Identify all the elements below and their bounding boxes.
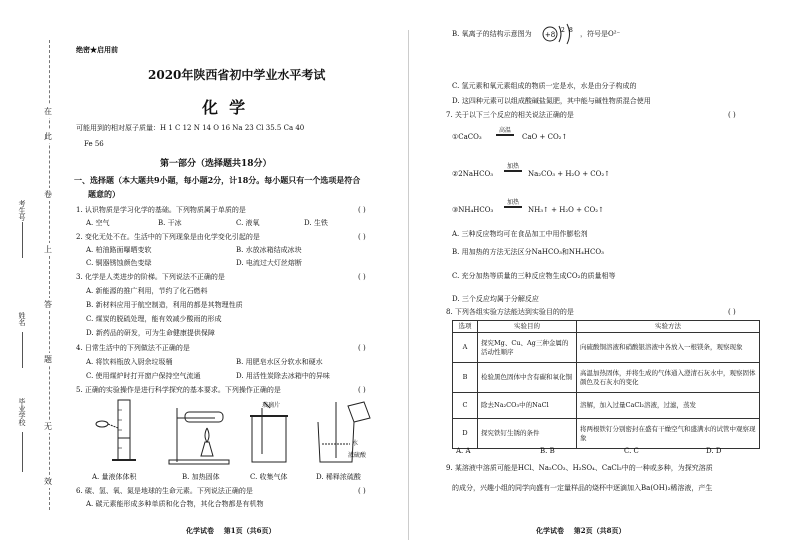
page-divider — [408, 30, 409, 540]
table-row — [453, 363, 760, 393]
question-2: 2. 变化无处不在。生活中的下列现象是由化学变化引起的是 — [76, 233, 260, 241]
option: B. B — [540, 447, 555, 455]
question-6: 6. 碳、氢、氧、氮是地球的生命元素。下列说法正确的是 — [76, 487, 253, 495]
question-8: 8. 下列各组实验方法能达到实验目的的是 — [446, 308, 574, 316]
experiment-table — [452, 320, 760, 449]
binding-char: 卷 — [44, 190, 52, 199]
question-1: 1. 认识物质是学习化学的基础。下列物质属于单质的是 — [76, 206, 246, 214]
field-label-exam-number: 考生号 — [18, 200, 26, 221]
option: A. 三种反应物均可在食品加工中用作膨松剂 — [452, 230, 588, 238]
option: A. 将饮料瓶放入厨余垃圾桶 — [86, 358, 173, 366]
table-cell-goal: 检验黑色固体中含有碳和氧化铜 — [478, 363, 577, 393]
page-footer: 化学试卷 第2页（共8页） — [536, 526, 626, 535]
table-cell-method: 溶解，加入过量CaCl₂溶液，过滤，蒸发 — [577, 393, 760, 419]
question-9: 9. 某溶液中溶质可能是HCl、Na₂CO₃、H₂SO₄、CaCl₂中的一种或多种，为探究溶质 — [446, 464, 713, 472]
option: B. 用加热的方法无法区分NaHCO₃和NH₄HCO₃ — [452, 248, 604, 256]
table-cell-id: A — [453, 333, 478, 363]
figure-dilute-acid — [308, 398, 380, 470]
table-row — [453, 333, 760, 363]
table-cell-goal: 探究Mg、Cu、Ag三种金属的活动性顺序 — [478, 333, 577, 363]
option: A. A — [456, 447, 471, 455]
figure-label-water: 水 — [352, 440, 359, 447]
ion-shell-1: 2 — [561, 27, 565, 34]
table-cell-method: 高温加热固体，并将生成的气体通入澄清石灰水中，观察固体颜色及石灰水的变化 — [577, 363, 760, 393]
table-row — [453, 393, 760, 419]
option: C. 使用煤炉时打开窗户保持空气流通 — [86, 372, 201, 380]
section-title: 一、选择题（本大题共9小题，每小题2分，计18分。每小题只有一个选项是符合 — [74, 175, 361, 185]
ion-shell-2: 8 — [569, 27, 573, 34]
part-title: 第一部分（选择题共18分） — [160, 159, 272, 169]
option: D. D — [706, 447, 722, 455]
option: D. 这四种元素可以组成酸碱盐氮肥，其中能与碱性物质混合使用 — [452, 97, 651, 105]
reaction-3-right: NH₃↑ + H₂O + CO₂↑ — [528, 206, 604, 214]
figure-heating-solid — [165, 398, 235, 470]
answer-paren: ( ) — [358, 206, 366, 214]
ion-nucleus: +8 — [544, 31, 556, 39]
binding-char: 无 — [44, 422, 52, 431]
reaction-2-condition: 加热 — [504, 161, 522, 172]
question-4: 4. 日常生活中的下列做法不正确的是 — [76, 344, 190, 352]
answer-paren: ( ) — [358, 273, 366, 281]
answer-paren: ( ) — [358, 233, 366, 241]
option: B. 加热固体 — [182, 473, 220, 481]
field-line — [22, 432, 23, 472]
field-line — [22, 222, 23, 258]
exam-title: 2020年陕西省初中学业水平考试 — [148, 68, 326, 82]
table-cell-id: B — [453, 363, 478, 393]
field-line — [22, 332, 23, 368]
ion-structure-diagram — [540, 22, 580, 46]
option: C. C — [624, 447, 639, 455]
option: D. 新药品的研发，可为生命健康提供保障 — [86, 329, 215, 337]
option: A. 新能源的推广利用，节约了化石燃料 — [86, 287, 208, 295]
reaction-3-left: ③NH₄HCO₃ — [452, 206, 494, 214]
answer-paren: ( ) — [728, 308, 736, 316]
question-7: 7. 关于以下三个反应的相关说法正确的是 — [446, 111, 574, 119]
option: A. 柏油路面曝晒变软 — [86, 246, 152, 254]
table-cell-id: C — [453, 393, 478, 419]
reaction-1-condition: 高温 — [496, 125, 514, 136]
table-cell-method: 将两根铁钉分别密封在盛有干燥空气和盛满水的试管中观察现象 — [577, 419, 760, 449]
reaction-3-condition: 加热 — [504, 197, 522, 208]
option: A. 量液体体积 — [92, 473, 137, 481]
table-header: 选项 — [453, 321, 478, 333]
option: B. 氧离子的结构示意图为 — [452, 30, 532, 38]
option: C. 铜器锈蚀颜色变绿 — [86, 259, 152, 267]
option: D. 稀释浓硫酸 — [316, 473, 361, 481]
reaction-2-left: ②2NaHCO₃ — [452, 170, 494, 178]
option: B. 干冰 — [158, 219, 182, 227]
atomic-mass-line: 可能用到的相对原子质量：H 1 C 12 N 14 O 16 Na 23 Cl 35.5 Ca 40 — [76, 124, 305, 132]
figure-measuring-cylinder — [88, 398, 158, 470]
answer-paren: ( ) — [358, 487, 366, 495]
option: B. 用肥皂水区分软水和硬水 — [236, 358, 323, 366]
binding-char: 效 — [44, 477, 52, 486]
table-row — [453, 419, 760, 449]
question-5: 5. 正确的实验操作是进行科学探究的基本要求。下列操作正确的是 — [76, 386, 281, 394]
reaction-1-right: CaO + CO₂↑ — [522, 133, 568, 141]
option: B. 水放冰箱结成冰块 — [236, 246, 302, 254]
option: C. 收集气体 — [250, 473, 288, 481]
table-cell-id: D — [453, 419, 478, 449]
reaction-2-right: Na₂CO₃ + H₂O + CO₂↑ — [528, 170, 611, 178]
field-label-name: 姓名 — [18, 312, 26, 326]
option: C. 液氧 — [236, 219, 260, 227]
answer-paren: ( ) — [358, 344, 366, 352]
binding-char: 题 — [44, 355, 52, 364]
option: A. 碳元素能形成多种单质和化合物，其化合物都是有机物 — [86, 500, 264, 508]
answer-paren: ( ) — [728, 111, 736, 119]
table-header: 实验方法 — [577, 321, 760, 333]
table-cell-method: 向硫酸铜溶液和硝酸银溶液中各放入一根镁条，观察现象 — [577, 333, 760, 363]
table-header: 实验目的 — [478, 321, 577, 333]
field-label-school: 毕业学校 — [18, 398, 26, 426]
option: D. 三个反应均属于分解反应 — [452, 295, 539, 303]
table-header-row — [453, 321, 760, 333]
option: A. 空气 — [86, 219, 110, 227]
reaction-1-left: ①CaCO₃ — [452, 133, 482, 141]
option: ，符号是O²⁻ — [580, 30, 621, 38]
atomic-mass-line: Fe 56 — [84, 140, 104, 148]
question-3: 3. 化学是人类进步的阶梯。下列说法不正确的是 — [76, 273, 225, 281]
page-footer: 化学试卷 第1页（共6页） — [186, 526, 276, 535]
option: C. 充分加热等质量的三种反应物生成CO₂的质量相等 — [452, 272, 616, 280]
binding-char: 上 — [44, 245, 52, 254]
table-cell-goal: 除去Na₂CO₃中的NaCl — [478, 393, 577, 419]
question-9-cont: 的成分，兴趣小组的同学向盛有一定量样品的烧杯中逐滴加入Ba(OH)₂稀溶液，产生 — [452, 484, 713, 492]
subject-title: 化 学 — [202, 98, 246, 117]
figure-label-acid: 浓硫酸 — [348, 452, 367, 459]
binding-char: 在 — [44, 107, 52, 116]
option: B. 新材料应用于航空制造，利用的都是其物理性质 — [86, 301, 243, 309]
table-cell-goal: 探究铁钉生锈的条件 — [478, 419, 577, 449]
option: D. 电流过大灯丝熔断 — [236, 259, 302, 267]
binding-char: 答 — [44, 300, 52, 309]
option: D. 用活性炭除去冰箱中的异味 — [236, 372, 330, 380]
section-title: 题意的） — [88, 189, 120, 199]
binding-char: 此 — [44, 132, 52, 141]
option: C. 煤炭的脱硫处理，能有效减少酸雨的形成 — [86, 315, 222, 323]
answer-paren: ( ) — [358, 386, 366, 394]
figure-label-glass-plate: 玻璃片 — [262, 402, 281, 409]
option: D. 生铁 — [304, 219, 328, 227]
secret-mark: 绝密★启用前 — [76, 45, 118, 54]
option: C. 氢元素和氧元素组成的物质一定是水，水是由分子构成的 — [452, 82, 637, 90]
